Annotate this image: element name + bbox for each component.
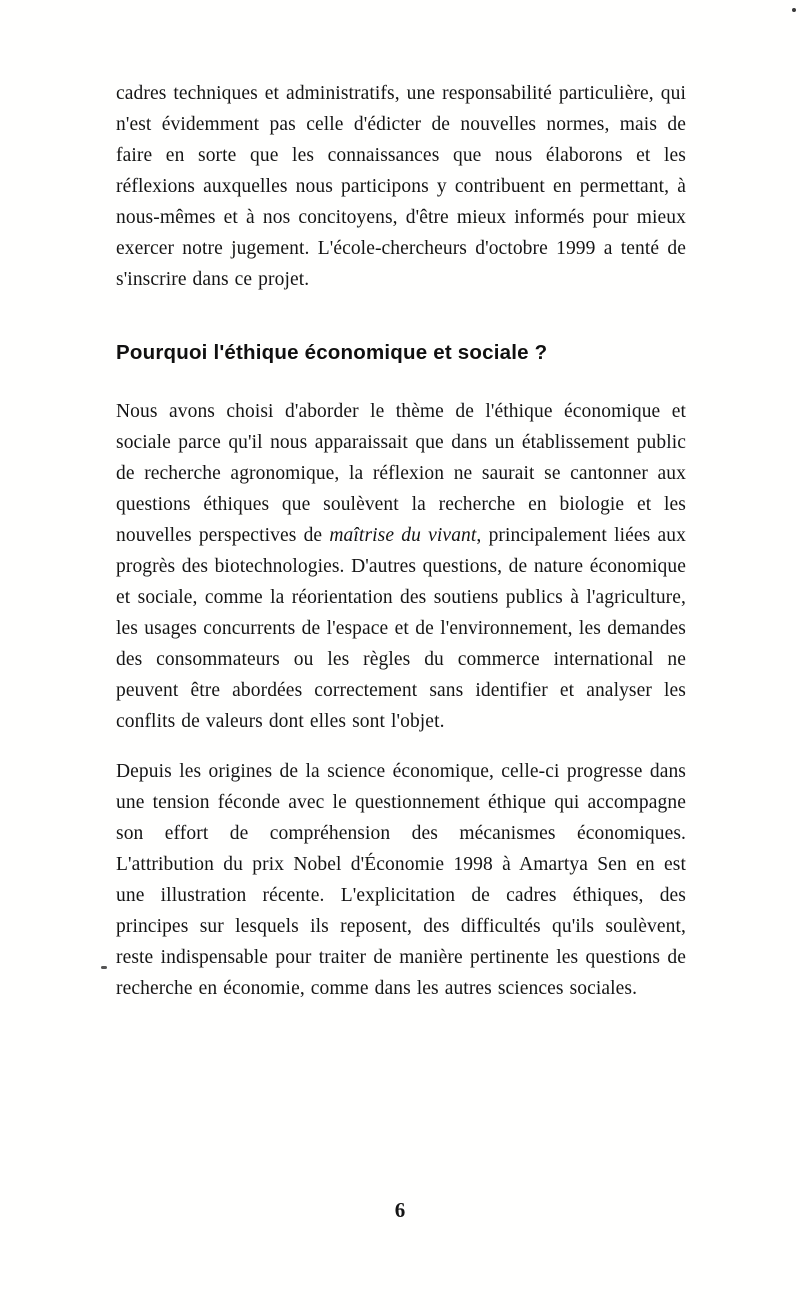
scan-artifact-dash	[101, 966, 107, 969]
text-block	[116, 78, 686, 1023]
paragraph-science-economique: Depuis les origines de la science économique, celle-ci progresse dans une tension féconde avec le questionnement éthique qui accompagne son effort de compréhension des mécanismes économiques. L'attribution du prix Nobel d'Économie 1998 à Amartya Sen en est une illustration récente. L'explicitation de cadres éthiques, des principes sur lesquels ils reposent, des difficultés qu'ils soulèvent, reste indispensable pour traiter de manière pertinente les questions de recherche en économie, comme dans les autres sciences sociales.	[116, 761, 686, 999]
scan-artifact-dot	[792, 8, 796, 12]
italic-phrase: maîtrise du vivant	[329, 525, 477, 546]
section-heading: Pourquoi l'éthique économique et sociale ?	[116, 341, 548, 364]
page-number: 6	[394, 1198, 406, 1222]
paragraph-ethique	[116, 396, 686, 737]
paragraph-continuation: cadres techniques et administratifs, une responsabilité particulière, qui n'est évidemment pas celle d'édicter de nouvelles normes, mais de faire en sorte que les connaissances que nous élaborons et les réflexions auxquelles nous participons y contribuent en permettant, à nous-mêmes et à nos concitoyens, d'être mieux informés pour mieux exercer notre jugement. L'école-chercheurs d'octobre 1999 a tenté de s'inscrire dans ce projet.	[116, 83, 686, 290]
paragraph-text-before-italic: Nous avons choisi d'aborder le thème de l'éthique économique et sociale parce qu'il nous apparaissait que dans un établissement public de recherche agronomique, la réflexion ne saurait se cantonner aux questions éthiques que soulèvent la recherche en biologie et les nouvelles perspectives de	[116, 401, 686, 546]
paragraph-text-after-italic: , principalement liées aux progrès des biotechnologies. D'autres questions, de nature économique et sociale, comme la réorientation des soutiens publics à l'agriculture, les usages concurrents de l'espace et de l'environnement, les demandes des consommateurs ou les règles du commerce international ne peuvent être abordées correctement sans identifier et analyser les conflits de valeurs dont elles sont l'objet.	[116, 525, 686, 732]
